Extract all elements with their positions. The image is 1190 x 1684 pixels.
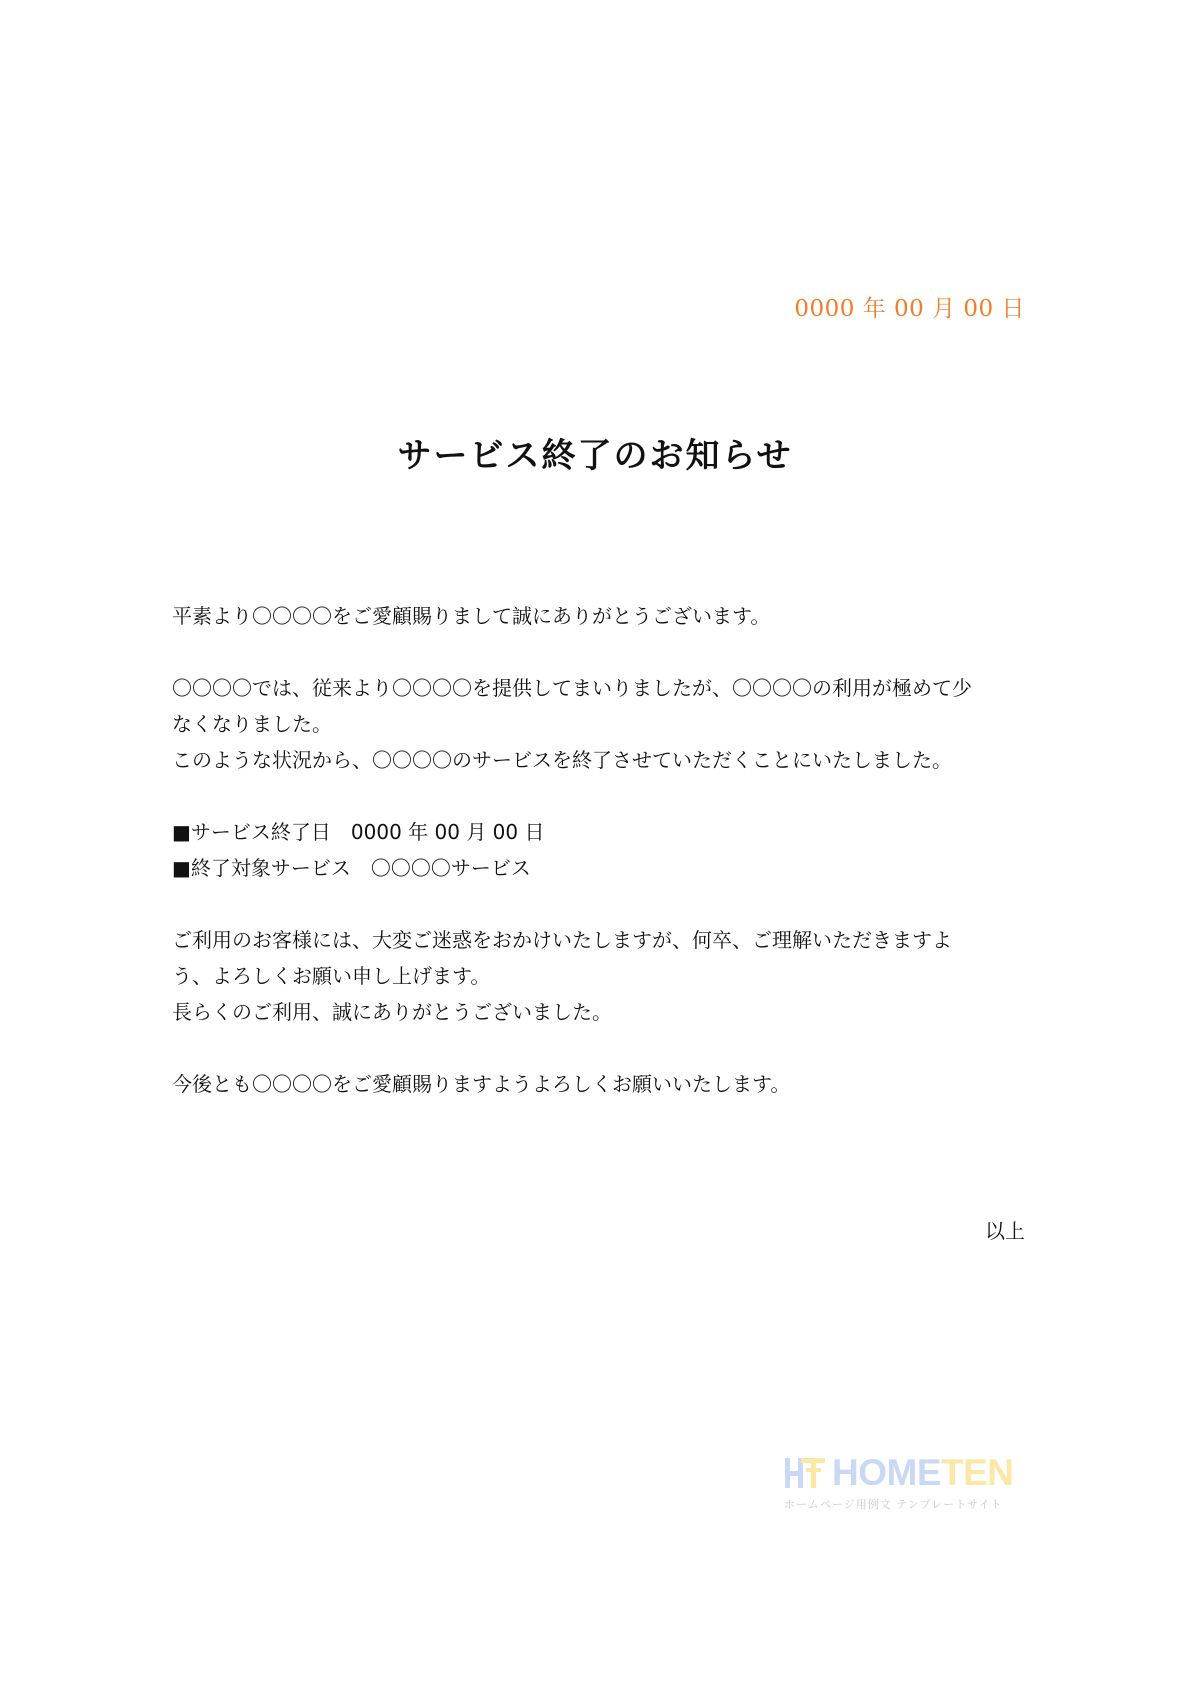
hometen-logo-icon xyxy=(784,1456,826,1490)
document-title: サービス終了のお知らせ xyxy=(397,436,793,476)
body-line: ご利用のお客様には、大変ご迷惑をおかけいたしますが、何卒、ご理解いただきますよ xyxy=(172,928,952,952)
hometen-logo xyxy=(784,1452,1014,1512)
document-body xyxy=(172,598,1032,1102)
body-line: このような状況から、〇〇〇〇のサービスを終了させていただくことにいたしました。 xyxy=(172,748,952,772)
logo-ten-text: TEN xyxy=(941,1452,1014,1493)
body-line: 今後とも〇〇〇〇をご愛顧賜りますようよろしくお願いいたします。 xyxy=(172,1072,791,1096)
logo-home-text: HOME xyxy=(832,1452,941,1493)
body-line: 長らくのご利用、誠にありがとうございました。 xyxy=(172,1000,612,1024)
document-date: 0000 年 00 月 00 日 xyxy=(794,296,1025,322)
logo-wordmark xyxy=(832,1452,1014,1494)
service-end-date-line: ■サービス終了日 0000 年 00 月 00 日 xyxy=(172,820,545,844)
logo-tagline: ホームページ用例文 テンプレートサイト xyxy=(784,1498,1003,1511)
body-line: 平素より〇〇〇〇をご愛顧賜りまして誠にありがとうございます。 xyxy=(172,604,771,628)
body-line: う、よろしくお願い申し上げます。 xyxy=(172,964,491,988)
body-line: 〇〇〇〇では、従来より〇〇〇〇を提供してまいりましたが、〇〇〇〇の利用が極めて少 xyxy=(172,676,972,700)
target-service-line: ■終了対象サービス 〇〇〇〇サービス xyxy=(172,856,531,880)
closing-text: 以上 xyxy=(985,1219,1025,1243)
body-line: なくなりました。 xyxy=(172,712,332,736)
